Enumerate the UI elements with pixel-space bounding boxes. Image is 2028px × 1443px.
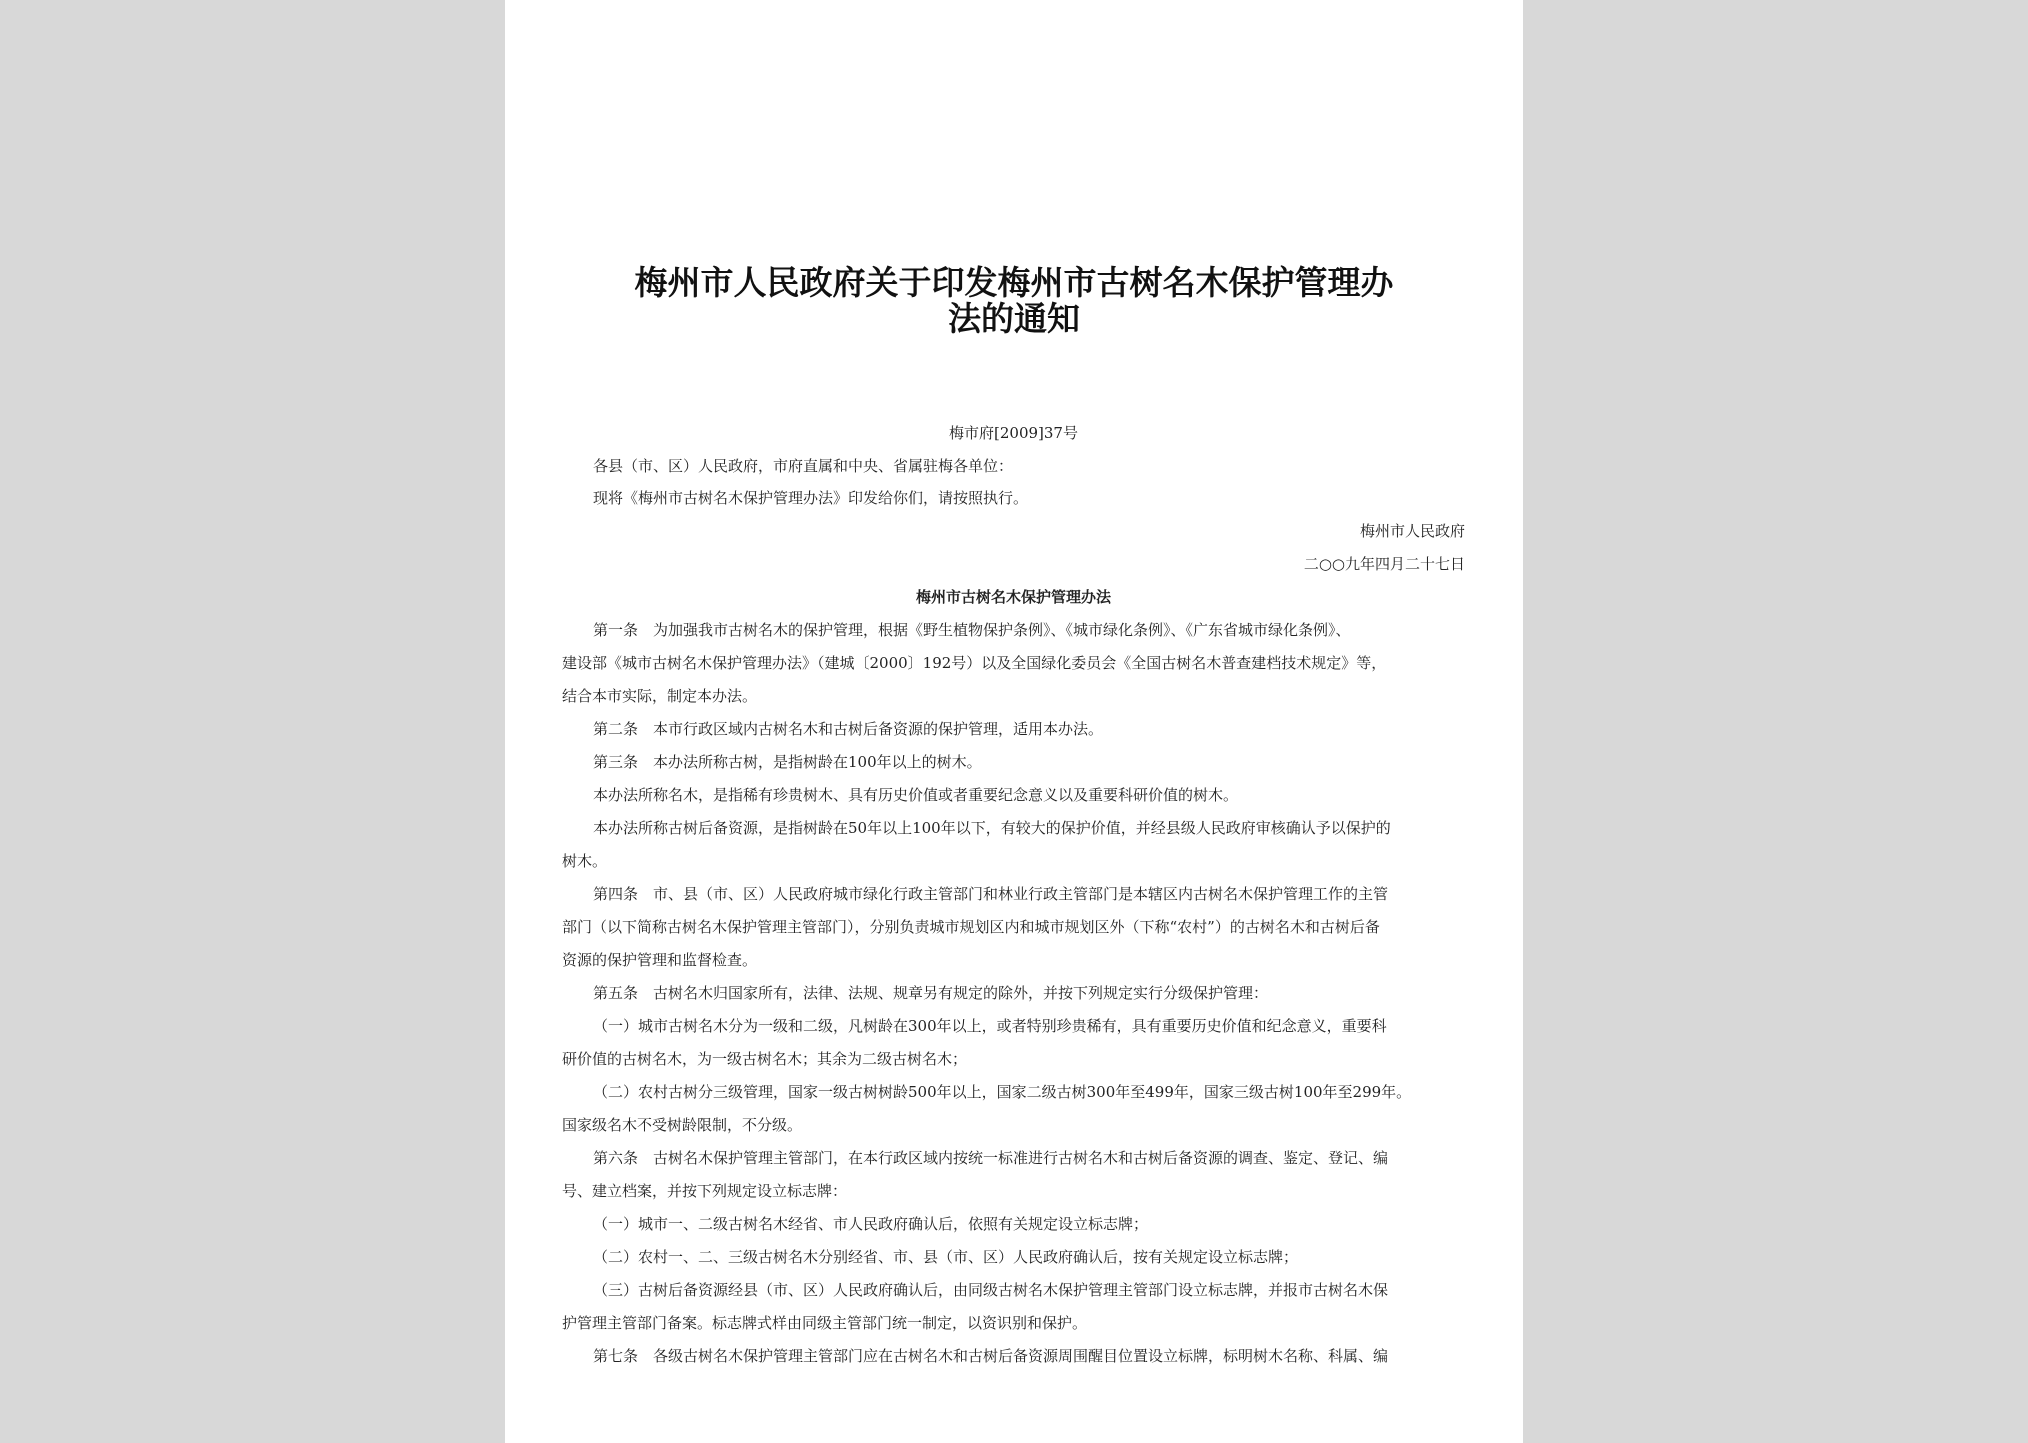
- addressee: 各县（市、区）人民政府，市府直属和中央、省属驻梅各单位：: [593, 457, 1014, 475]
- body-line: 建设部《城市古树名木保护管理办法》（建城〔2000〕192号）以及全国绿化委员会《全国古树名木普查建档技术规定》等，: [562, 654, 1387, 672]
- issue-date: 二○○九年四月二十七日: [1303, 555, 1465, 573]
- document-title-line-1: 梅州市人民政府关于印发梅州市古树名木保护管理办: [634, 263, 1394, 302]
- body-line: （二）农村一、二、三级古树名木分别经省、市、县（市、区）人民政府确认后，按有关规定设立标志牌；: [593, 1248, 1299, 1266]
- body-line: 第二条 本市行政区域内古树名木和古树后备资源的保护管理，适用本办法。: [593, 720, 1104, 738]
- body-line: 号、建立档案，并按下列规定设立标志牌：: [562, 1182, 848, 1200]
- body-line: 部门（以下简称古树名木保护管理主管部门），分别负责城市规划区内和城市规划区外（下称“农村”）的古树名木和古树后备: [562, 918, 1380, 936]
- body-line: 第七条 各级古树名木保护管理主管部门应在古树名木和古树后备资源周围醒目位置设立标牌，标明树木名称、科属、编: [593, 1347, 1389, 1365]
- body-line: （一）城市一、二级古树名木经省、市人民政府确认后，依照有关规定设立标志牌；: [593, 1215, 1149, 1233]
- body-line: 结合本市实际，制定本办法。: [562, 687, 758, 705]
- body-line: 资源的保护管理和监督检查。: [562, 951, 758, 969]
- body-line: 第三条 本办法所称古树，是指树龄在100年以上的树木。: [593, 753, 982, 771]
- intro-paragraph: 现将《梅州市古树名木保护管理办法》印发给你们，请按照执行。: [593, 489, 1029, 507]
- body-line: 护管理主管部门备案。标志牌式样由同级主管部门统一制定，以资识别和保护。: [562, 1314, 1088, 1332]
- issuer: 梅州市人民政府: [1359, 522, 1465, 540]
- body-line: 本办法所称古树后备资源，是指树龄在50年以上100年以下，有较大的保护价值，并经县级人民政府审核确认予以保护的: [593, 819, 1391, 837]
- document-number: 梅市府[2009]37号: [949, 424, 1078, 442]
- body-line: 树木。: [562, 852, 608, 870]
- body-line: 研价值的古树名木，为一级古树名木；其余为二级古树名木；: [562, 1050, 968, 1068]
- document-title-line-2: 法的通知: [948, 299, 1080, 338]
- body-line: （一）城市古树名木分为一级和二级，凡树龄在300年以上，或者特别珍贵稀有，具有重要历史价值和纪念意义，重要科: [593, 1017, 1387, 1035]
- measures-title: 梅州市古树名木保护管理办法: [915, 588, 1111, 606]
- body-line: 国家级名木不受树龄限制，不分级。: [562, 1116, 803, 1134]
- body-line: （三）古树后备资源经县（市、区）人民政府确认后，由同级古树名木保护管理主管部门设立标志牌，并报市古树名木保: [593, 1281, 1389, 1299]
- document-page: [505, 0, 1523, 1443]
- body-line: 本办法所称名木，是指稀有珍贵树木、具有历史价值或者重要纪念意义以及重要科研价值的树木。: [593, 786, 1239, 804]
- body-line: 第五条 古树名木归国家所有，法律、法规、规章另有规定的除外，并按下列规定实行分级保护管理：: [593, 984, 1269, 1002]
- body-line: 第四条 市、县（市、区）人民政府城市绿化行政主管部门和林业行政主管部门是本辖区内古树名木保护管理工作的主管: [593, 885, 1389, 903]
- body-line: 第六条 古树名木保护管理主管部门，在本行政区域内按统一标准进行古树名木和古树后备资源的调查、鉴定、登记、编: [593, 1149, 1389, 1167]
- body-line: 第一条 为加强我市古树名木的保护管理，根据《野生植物保护条例》、《城市绿化条例》、《广东省城市绿化条例》、: [593, 621, 1351, 639]
- body-line: （二）农村古树分三级管理，国家一级古树树龄500年以上，国家二级古树300年至499年，国家三级古树100年至299年。: [593, 1083, 1412, 1101]
